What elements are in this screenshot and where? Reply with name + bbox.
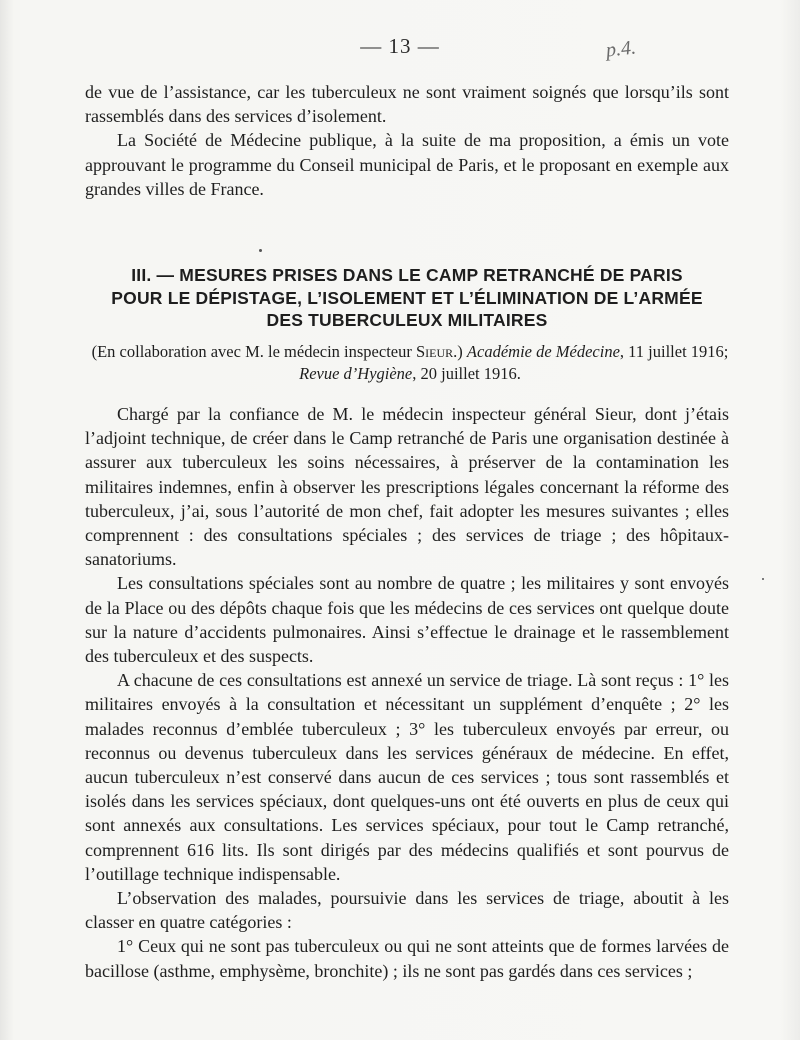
print-speck	[762, 578, 764, 580]
paragraph-triage: A chacune de ces consultations est annexé un service de triage. Là sont reçus : 1° les militaires envoyés à la consultation et nécessitant un supplément d’enquête ; 2° les malades reconnus d’emblée tuberculeux ; 3° les tuberculeux envoyés par erreur, ou reconnus ou devenus tuberculeux dans les services généraux de médecine. En effet, aucun tuberculeux n’est conservé dans aucun de ces services ; tous sont rassemblés et isolés dans les services spéciaux, dont quelques-uns ont été ouverts en plus de ceux qui sont annexés aux consultations. Les services spéciaux, pour tout le Camp retranché, comprennent 616 lits. Ils sont dirigés par des médecins qualifiés et sont pourvus de l’outillage technique indispensable.	[85, 670, 729, 884]
paragraph-societe: La Société de Médecine publique, à la suite de ma proposition, a émis un vote approuvant le programme du Conseil municipal de Paris, et le proposant en exemple aux grandes villes de France.	[85, 130, 729, 199]
top-text-block	[85, 80, 729, 201]
section-heading-line-3: DES TUBERCULEUX MILITAIRES	[266, 310, 548, 330]
section-heading-line-2: POUR LE DÉPISTAGE, L’ISOLEMENT ET L’ÉLIMINATION DE L’ARMÉE	[111, 287, 703, 308]
paragraph-consultations: Les consultations spéciales sont au nombre de quatre ; les militaires y sont envoyés de la Place ou des dépôts chaque fois que les médecins de ces services ont quelque doute sur la nature d’accidents pulmonaires. Ainsi s’effectue le drainage et le rassemblement des tuberculeux et des suspects.	[85, 573, 729, 667]
citation-journal-1: Académie de Médecine	[466, 342, 620, 361]
main-text-block	[85, 402, 729, 983]
citation-journal-2: Revue d’Hygiène	[299, 364, 413, 383]
paragraph-charge: Chargé par la confiance de M. le médecin inspecteur général Sieur, dont j’étais l’adjoint technique, de créer dans le Camp retranché de Paris une organisation destinée à assurer aux tuberculeux les soins nécessaires, à préserver de la contamination les militaires indemnes, enfin à observer les prescriptions légales concernant la réforme des tuberculeux, j’ai, sous l’autorité de mon chef, fait adopter les mesures suivantes ; elles comprennent : des consultations spéciales ; des services de triage ; des hôpitaux-sanatoriums.	[85, 404, 729, 570]
paragraph-continuation: de vue de l’assistance, car les tuberculeux ne sont vraiment soignés que lorsqu’ils sont rassemblés dans des services d’isolement.	[85, 82, 729, 127]
paragraph-category-1: 1° Ceux qui ne sont pas tuberculeux ou qui ne sont atteints que de formes larvées de bacillose (asthme, emphysème, bronchite) ; ils ne sont pas gardés dans ces services ;	[85, 936, 729, 981]
page-number: — 13 —	[360, 34, 440, 58]
citation-prefix: (En collaboration avec M. le médecin inspecteur	[91, 342, 416, 361]
section-heading	[85, 264, 729, 332]
citation	[90, 341, 730, 385]
section-heading-line-1: III. — MESURES PRISES DANS LE CAMP RETRANCHÉ DE PARIS	[131, 265, 683, 285]
paragraph-observation: L’observation des malades, poursuivie dans les services de triage, aboutit à les classer en quatre catégories :	[85, 888, 729, 933]
citation-date-1: , 11 juillet 1916;	[619, 342, 729, 361]
citation-mid: .)	[453, 342, 467, 361]
citation-author: Sieur	[415, 342, 454, 361]
citation-date-2: , 20 juillet 1916.	[412, 364, 521, 383]
print-speck	[259, 249, 262, 252]
handwritten-page-mark: p.4.	[604, 36, 638, 62]
